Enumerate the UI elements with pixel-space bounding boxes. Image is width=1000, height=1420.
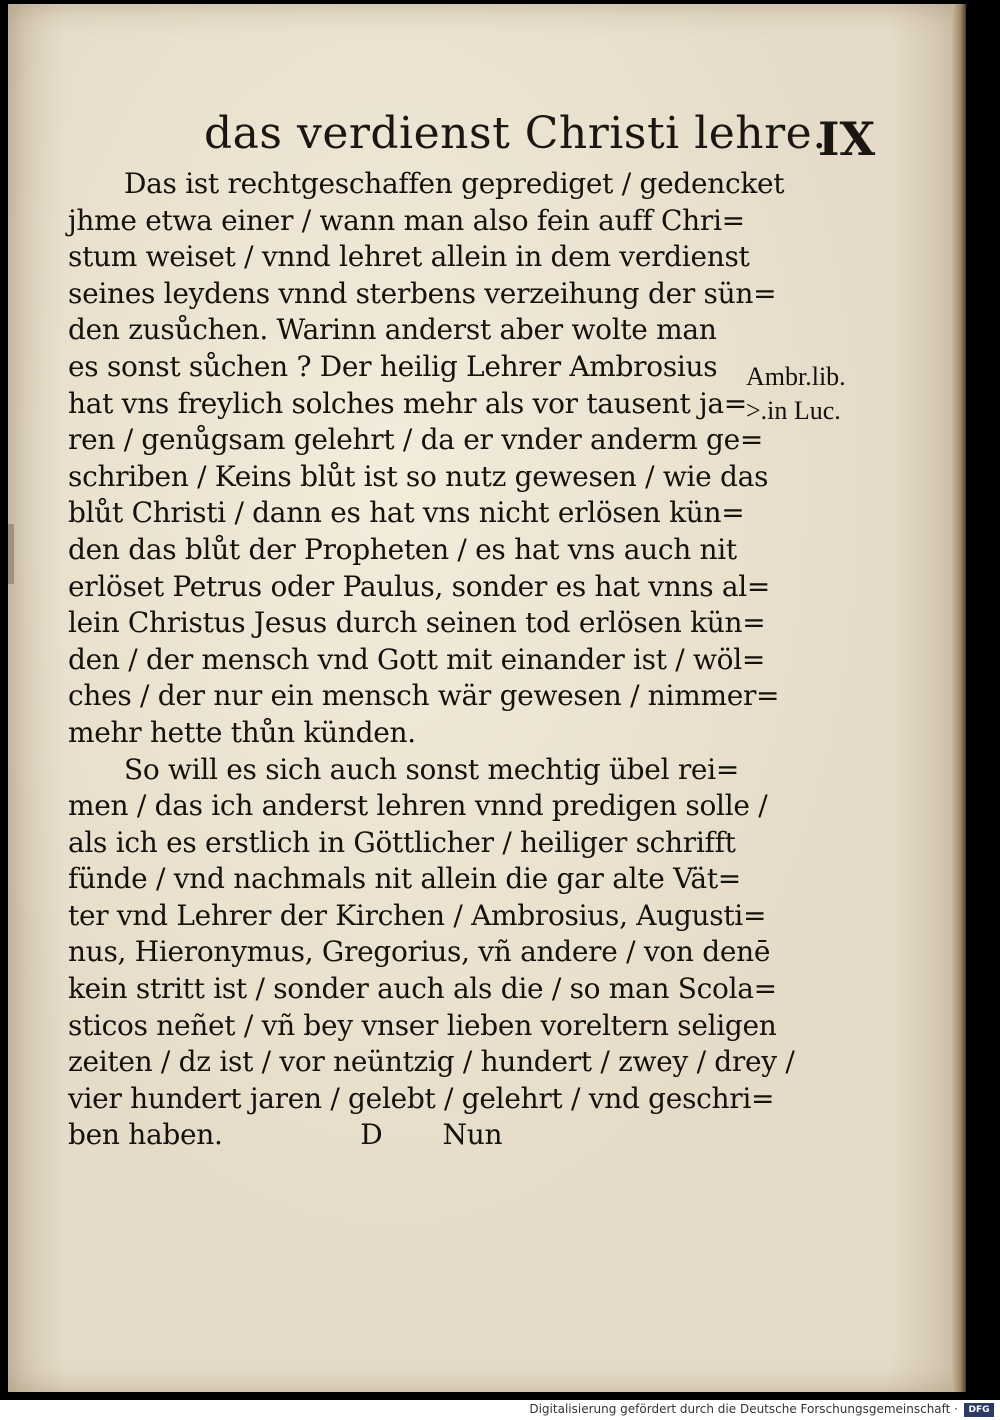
- text-line: So will es sich auch sonst mechtig übel rei=: [124, 752, 739, 786]
- text-line: lein Christus Jesus durch seinen tod erlösen kün=: [68, 606, 766, 640]
- text-line: ben haben. D Nun: [68, 1118, 503, 1152]
- book-page: [8, 4, 966, 1392]
- text-line: ter vnd Lehrer der Kirchen / Ambrosius, Augusti=: [68, 898, 767, 932]
- running-head: das verdienst Christi lehre.: [204, 108, 827, 159]
- text-line: erlöset Petrus oder Paulus, sonder es hat vnns al=: [68, 569, 771, 603]
- text-line: den / der mensch vnd Gott mit einander ist / wöl=: [68, 642, 766, 676]
- text-line: seines leydens vnnd sterbens verzeihung der sün=: [68, 276, 777, 310]
- text-line: blůt Christi / dann es hat vns nicht erlösen kün=: [68, 496, 745, 530]
- text-line: fünde / vnd nachmals nit allein die gar alte Vät=: [68, 862, 741, 896]
- text-line: stum weiset / vnnd lehret allein in dem verdienst: [68, 240, 750, 274]
- text-line: vier hundert jaren / gelebt / gelehrt / vnd geschri=: [68, 1081, 775, 1115]
- text-line: den zusůchen. Warinn anderst aber wolte man: [68, 313, 717, 347]
- text-line: mehr hette thůn künden.: [68, 715, 416, 749]
- text-line: als ich es erstlich in Göttlicher / heiliger schrifft: [68, 825, 736, 859]
- funding-credit: Digitalisierung gefördert durch die Deutsche Forschungsgemeinschaft ·: [529, 1402, 958, 1416]
- margin-note-line: >.in Luc.: [746, 396, 841, 425]
- text-line: zeiten / dz ist / vor neüntzig / hundert / zwey / drey /: [68, 1045, 795, 1079]
- text-line: schriben / Keins blůt ist so nutz gewesen / wie das: [68, 459, 769, 493]
- text-line: ches / der nur ein mensch wär gewesen / nimmer=: [68, 679, 780, 713]
- text-line: hat vns freylich solches mehr als vor tausent ja=: [68, 386, 747, 420]
- text-line: es sonst sůchen ? Der heilig Lehrer Ambrosius: [68, 349, 718, 383]
- text-line: nus, Hieronymus, Gregorius, vñ andere / von denē: [68, 935, 771, 969]
- text-line: Das ist rechtgeschaffen geprediget / gedencket: [124, 167, 785, 200]
- text-line: kein stritt ist / sonder auch als die / so man Scola=: [68, 972, 777, 1006]
- text-line: sticos neñet / vñ bey vnser lieben voreltern seligen: [68, 1008, 777, 1042]
- page-stain: [8, 524, 14, 584]
- margin-note: [746, 360, 846, 428]
- text-line: den das blůt der Propheten / es hat vns auch nit: [68, 532, 737, 566]
- text-line: jhme etwa einer / wann man also fein auff Chri=: [68, 203, 745, 237]
- dfg-logo: DFG: [964, 1403, 994, 1417]
- margin-note-line: Ambr.lib.: [746, 362, 846, 391]
- digitization-footer: [0, 1400, 1000, 1420]
- page-edge: [952, 4, 966, 1392]
- text-line: men / das ich anderst lehren vnnd predigen solle /: [68, 789, 768, 823]
- folio-number: IX: [818, 112, 876, 166]
- text-line: ren / genůgsam gelehrt / da er vnder anderm ge=: [68, 423, 764, 457]
